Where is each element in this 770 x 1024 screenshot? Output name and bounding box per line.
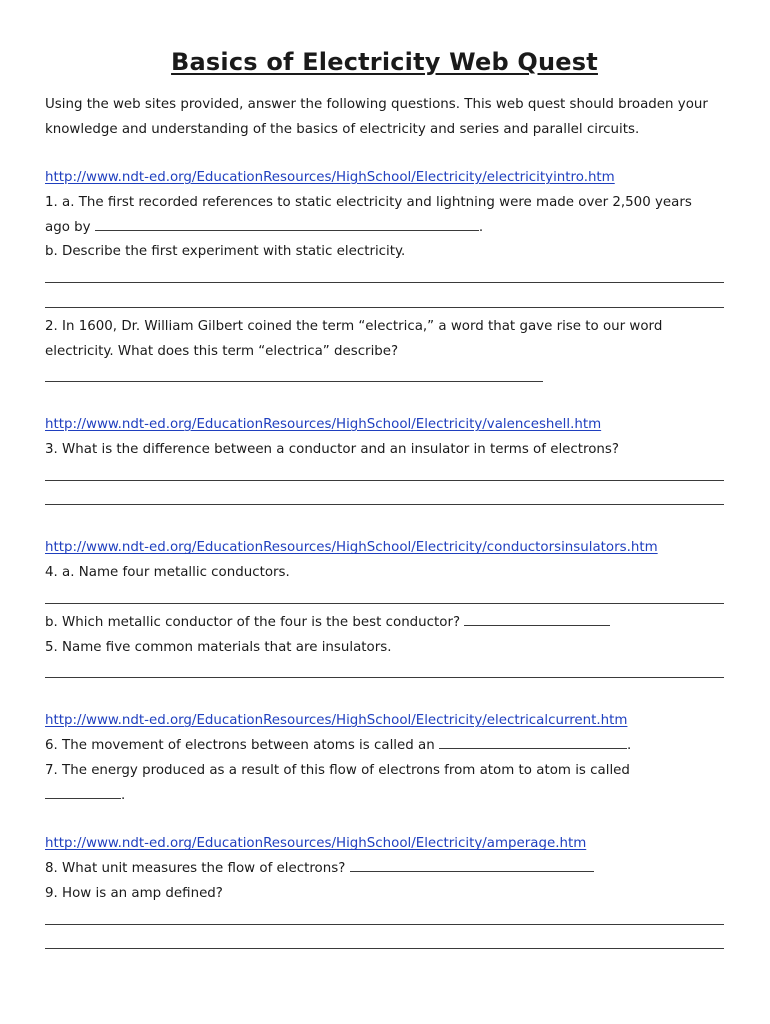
intro-paragraph: Using the web sites provided, answer the following questions. This web quest should broaden your knowledge and understanding of the basics of electricity and series and parallel circuits.: [45, 97, 708, 137]
link-valence-shell[interactable]: http://www.ndt-ed.org/EducationResources/HighSchool/Electricity/valenceshell.htm: [45, 417, 602, 433]
answer-blank-6[interactable]: [439, 736, 627, 749]
question-1a-end: .: [478, 219, 484, 235]
answer-line-1b-2[interactable]: [45, 290, 724, 315]
answer-line-1b-1[interactable]: [45, 265, 724, 290]
link-electrical-current[interactable]: http://www.ndt-ed.org/EducationResources/HighSchool/Electricity/electricalcurrent.htm: [45, 713, 628, 729]
answer-blank-7[interactable]: [45, 786, 121, 799]
page-title: Basics of Electricity Web Quest: [171, 48, 598, 76]
link-amperage[interactable]: http://www.ndt-ed.org/EducationResources/HighSchool/Electricity/amperage.htm: [45, 836, 587, 852]
answer-line-2[interactable]: [45, 364, 724, 389]
question-1a-cont: [45, 216, 724, 241]
question-9: 9. How is an amp defined?: [45, 885, 223, 901]
answer-line-5[interactable]: [45, 660, 724, 685]
section-electrical-current: [45, 709, 724, 808]
question-4b: [45, 611, 724, 636]
question-1a-text: 1. a. The first recorded references to static electricity and lightning were made over 2,500 years: [45, 194, 692, 210]
question-6-end: .: [626, 737, 632, 753]
answer-line-3-2[interactable]: [45, 488, 724, 513]
question-8: [45, 857, 724, 882]
question-7: 7. The energy produced as a result of this flow of electrons from atom to atom is called: [45, 762, 630, 778]
question-3: 3. What is the difference between a conductor and an insulator in terms of electrons?: [45, 441, 619, 457]
question-7-answer: [45, 784, 724, 809]
question-6-text: 6. The movement of electrons between atoms is called an: [45, 737, 435, 753]
section-valence-shell: [45, 413, 724, 512]
question-6: [45, 734, 724, 759]
section-electricity-intro: [45, 166, 724, 389]
answer-blank-4b[interactable]: [464, 613, 610, 626]
answer-line-3-1[interactable]: [45, 463, 724, 488]
question-1a-cont-text: ago by: [45, 219, 91, 235]
question-8-text: 8. What unit measures the flow of electrons?: [45, 861, 346, 877]
answer-blank-1a[interactable]: [95, 218, 479, 231]
question-5: 5. Name five common materials that are insulators.: [45, 639, 392, 655]
answer-blank-8[interactable]: [350, 859, 594, 872]
link-conductors-insulators[interactable]: http://www.ndt-ed.org/EducationResources/HighSchool/Electricity/conductorsinsulators.htm: [45, 540, 658, 556]
question-1b: b. Describe the first experiment with static electricity.: [45, 244, 406, 260]
answer-line-9-1[interactable]: [45, 907, 724, 932]
section-conductors-insulators: [45, 536, 724, 685]
question-7-end: .: [121, 787, 126, 803]
question-4b-text: b. Which metallic conductor of the four is the best conductor?: [45, 614, 461, 630]
link-electricity-intro[interactable]: http://www.ndt-ed.org/EducationResources/HighSchool/Electricity/electricityintro.htm: [45, 170, 615, 185]
answer-line-4a[interactable]: [45, 586, 724, 611]
answer-line-9-2[interactable]: [45, 932, 724, 957]
question-1a: [45, 191, 724, 216]
question-2: 2. In 1600, Dr. William Gilbert coined the term “electrica,” a word that gave rise to our word electricity. What does this term “electrica” describe?: [45, 318, 663, 359]
question-4a: 4. a. Name four metallic conductors.: [45, 565, 290, 581]
section-amperage: [45, 832, 724, 956]
